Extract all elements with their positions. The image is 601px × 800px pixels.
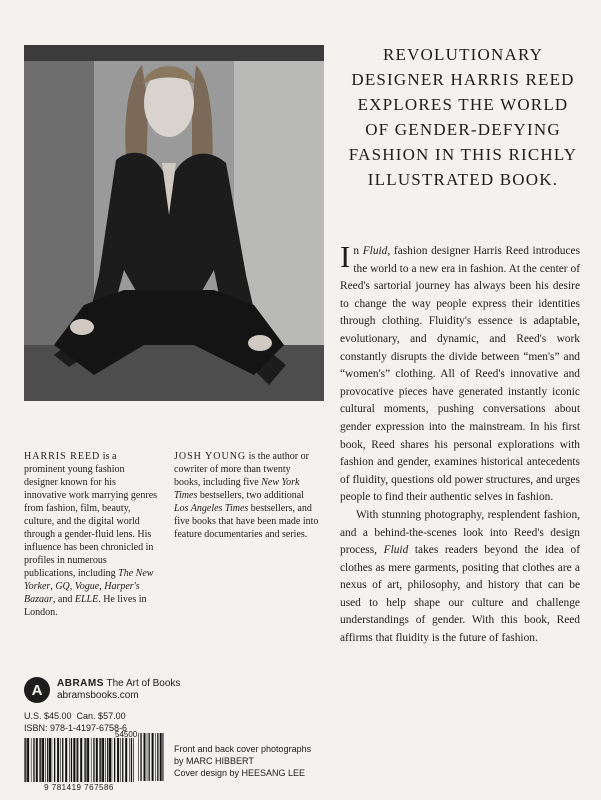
abrams-logo-icon: A [24, 677, 50, 703]
publisher-tagline: The Art of Books [103, 678, 181, 689]
cover-photo [24, 45, 324, 401]
barcode-addon-number: 54500 [115, 730, 138, 739]
description-paragraph-2: With stunning photography, resplendent fashion, and a behind-the-scenes look into Reed's design process, Fluid takes readers beyond the idea of clothes as mere garments, positing that clothes are a nexus of art, philosophy, and history that can be used to help shape our culture and challenge understandings of gender. With this book, Reed affirms that fluidity is the future of fashion. [340, 508, 581, 645]
photo-credit-name: by MARC HIBBERT [174, 756, 254, 766]
book-title: Fluid, [362, 245, 391, 257]
price-info [24, 710, 127, 734]
cover-credits [174, 743, 311, 779]
publisher-text [57, 678, 180, 702]
author-bio-harris-reed: HARRIS REED is a prominent young fashion designer known for his innovative work marrying genres from fashion, film, beauty, culture, and the digital world through a gender-fluid lens. His influence has been chronicled in profiles in numerous publications, including The New Yorker, GQ, Vogue, Harper's Bazaar, and ELLE. He lives in London. [24, 451, 158, 618]
portrait-illustration [24, 45, 324, 401]
isbn: ISBN: 978-1-4197-6758-6 [24, 723, 128, 733]
description [340, 239, 581, 648]
publisher-url[interactable]: abramsbooks.com [57, 690, 139, 701]
publisher-block [24, 677, 180, 703]
author-name: JOSH YOUNG [174, 451, 247, 462]
barcode-number: 9 781419 767586 [44, 783, 114, 792]
publisher-brand: ABRAMS [57, 678, 104, 689]
book-title: Fluid [383, 544, 409, 557]
price-can: Can. $57.00 [76, 711, 126, 721]
author-bio-josh-young: JOSH YOUNG is the author or cowriter of more than twenty books, including five New York Times bestsellers, two additional Los Angeles Times bestsellers, and five books that have been made into feature documentaries and series. [174, 451, 319, 540]
drop-cap: I [340, 239, 351, 274]
headline: REVOLUTIONARY DESIGNER HARRIS REED EXPLORES THE WORLD OF GENDER-DEFYING FASHION IN THIS RICHLY ILLUSTRATED BOOK. [348, 45, 578, 189]
photo-credit-label: Front and back cover photographs [174, 744, 312, 754]
price-us: U.S. $45.00 [24, 711, 72, 721]
author-name: HARRIS REED [24, 451, 101, 462]
description-paragraph-1: In Fluid, fashion designer Harris Reed introduces the world to a new era in fashion. At the center of Reed's sartorial journey has always been his desire to change the way people express their identities through clothing. Fluidity's essence is adaptable, evolutionary, and dynamic, and Reed's work constantly disrupts the divide between “men's” and “women's” clothing. All of Reed's innovative and provocative pieces have generated instantly iconic cultural moments, pushing conversations about gender expression into the mainstream. In his first book, Reed shares his personal explorations with fashion and gender, examines historical antecedents of fluidity, questions old power structures, and urges people to find their authentic selves in fashion. [340, 239, 580, 504]
design-credit: Cover design by HEESANG LEE [174, 768, 306, 778]
